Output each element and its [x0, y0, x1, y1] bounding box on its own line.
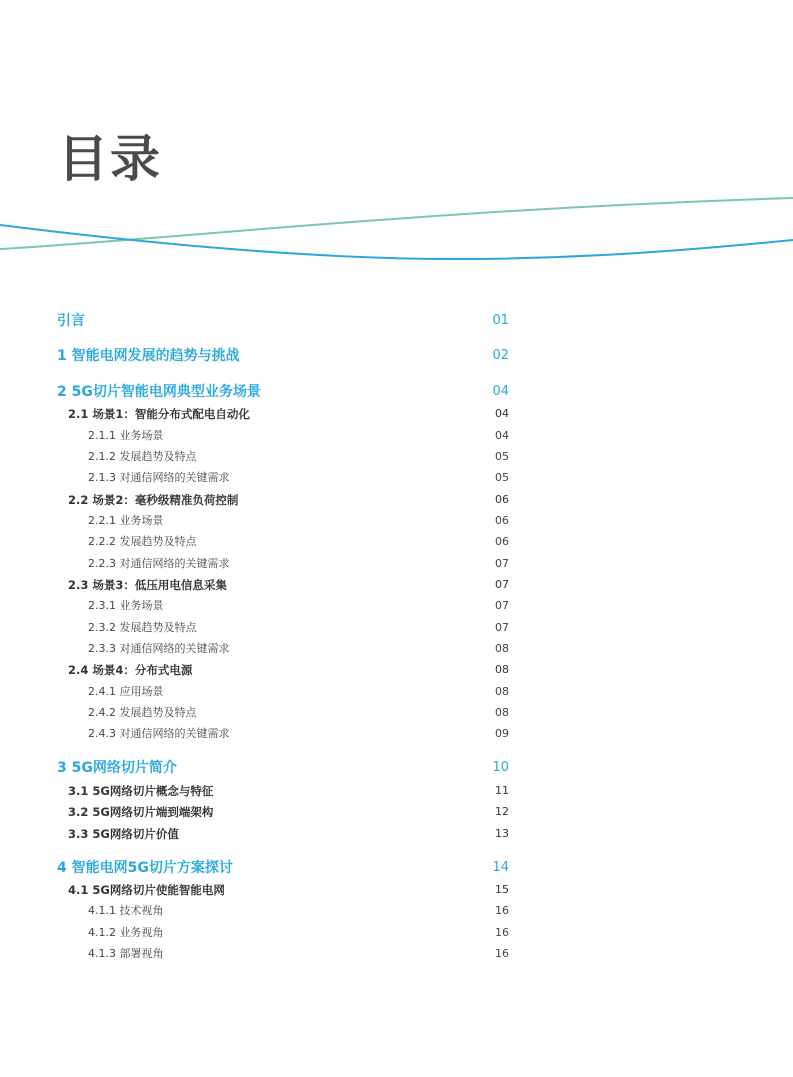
toc-entry[interactable] [0, 943, 793, 965]
toc-entry[interactable] [0, 553, 793, 575]
toc-entry-label: 引言 [57, 313, 85, 329]
toc-entry[interactable] [0, 659, 793, 681]
toc-entry[interactable] [0, 638, 793, 660]
toc-entry[interactable] [0, 310, 793, 332]
toc-entry-page-number: 16 [495, 926, 509, 939]
toc-entry-label: 2.1.2 发展趋势及特点 [88, 450, 197, 463]
toc-entry[interactable] [0, 381, 793, 403]
toc-entry-page-number: 14 [492, 860, 509, 875]
toc-entry[interactable] [0, 780, 793, 802]
toc-entry-label: 3 5G网络切片简介 [57, 760, 177, 776]
toc-entry[interactable] [0, 425, 793, 447]
toc-entry-page-number: 15 [495, 883, 509, 896]
toc-entry[interactable] [0, 823, 793, 845]
toc-entry[interactable] [0, 757, 793, 779]
toc-entry[interactable] [0, 403, 793, 425]
toc-entry[interactable] [0, 900, 793, 922]
toc-entry-label: 2.4 场景4：分布式电源 [68, 663, 193, 677]
toc-entry-page-number: 08 [495, 706, 509, 719]
toc-entry-label: 2.2 场景2：毫秒级精准负荷控制 [68, 493, 239, 507]
toc-entry-page-number: 16 [495, 904, 509, 917]
toc-entry-label: 4.1.1 技术视角 [88, 904, 164, 917]
toc-entry-page-number: 02 [492, 348, 509, 363]
toc-entry-page-number: 08 [495, 685, 509, 698]
toc-entry[interactable] [0, 446, 793, 468]
toc-entry[interactable] [0, 857, 793, 879]
toc-entry-label: 2.1 场景1：智能分布式配电自动化 [68, 407, 250, 421]
toc-entry-page-number: 08 [495, 642, 509, 655]
toc-entry-label: 2.1.1 业务场景 [88, 429, 164, 442]
toc-entry-page-number: 07 [495, 557, 509, 570]
toc-entry[interactable] [0, 345, 793, 367]
toc-entry[interactable] [0, 467, 793, 489]
toc-entry-label: 2.4.2 发展趋势及特点 [88, 706, 197, 719]
toc-entry[interactable] [0, 879, 793, 901]
toc-entry-page-number: 04 [495, 407, 509, 420]
toc-entry[interactable] [0, 617, 793, 639]
toc-entry-page-number: 05 [495, 471, 509, 484]
toc-entry-page-number: 07 [495, 621, 509, 634]
toc-entry-label: 4 智能电网5G切片方案探讨 [57, 860, 233, 876]
toc-entry[interactable] [0, 595, 793, 617]
toc-entry-page-number: 10 [492, 760, 509, 775]
toc-entry-page-number: 13 [495, 827, 509, 840]
toc-entry-label: 2.3.3 对通信网络的关键需求 [88, 642, 230, 655]
toc-entry-label: 4.1.3 部署视角 [88, 947, 164, 960]
toc-entry-page-number: 16 [495, 947, 509, 960]
toc-entry-label: 2.2.3 对通信网络的关键需求 [88, 557, 230, 570]
toc-entry-label: 2.3.2 发展趋势及特点 [88, 621, 197, 634]
toc-entry-label: 3.2 5G网络切片端到端架构 [68, 805, 214, 819]
toc-entry-page-number: 06 [495, 493, 509, 506]
toc-entry-label: 2.3.1 业务场景 [88, 599, 164, 612]
toc-entry[interactable] [0, 702, 793, 724]
toc-entry-label: 2.2.1 业务场景 [88, 514, 164, 527]
toc-entry-label: 2.4.1 应用场景 [88, 685, 164, 698]
toc-entry-page-number: 09 [495, 727, 509, 740]
toc-entry-page-number: 01 [492, 313, 509, 328]
toc-entry[interactable] [0, 510, 793, 532]
toc-entry[interactable] [0, 723, 793, 745]
toc-entry-label: 2.2.2 发展趋势及特点 [88, 535, 197, 548]
toc-entry-page-number: 07 [495, 578, 509, 591]
toc-entry-page-number: 11 [495, 784, 509, 797]
toc-entry[interactable] [0, 489, 793, 511]
toc-entry-page-number: 04 [492, 384, 509, 399]
toc-entry[interactable] [0, 922, 793, 944]
toc-entry-label: 1 智能电网发展的趋势与挑战 [57, 348, 240, 364]
toc-entry[interactable] [0, 681, 793, 703]
toc-entry-page-number: 06 [495, 535, 509, 548]
toc-entry-label: 2.3 场景3：低压用电信息采集 [68, 578, 227, 592]
toc-entry-label: 2 5G切片智能电网典型业务场景 [57, 384, 261, 400]
toc-entry-label: 2.1.3 对通信网络的关键需求 [88, 471, 230, 484]
toc-entry[interactable] [0, 574, 793, 596]
toc-entry-page-number: 07 [495, 599, 509, 612]
toc-entry-page-number: 05 [495, 450, 509, 463]
toc-entry-label: 4.1.2 业务视角 [88, 926, 164, 939]
toc-entry-label: 4.1 5G网络切片使能智能电网 [68, 883, 225, 897]
toc-entry-label: 2.4.3 对通信网络的关键需求 [88, 727, 230, 740]
page-title: 目录 [58, 130, 162, 188]
toc-entry-page-number: 12 [495, 805, 509, 818]
toc-entry-label: 3.1 5G网络切片概念与特征 [68, 784, 214, 798]
toc-entry-page-number: 06 [495, 514, 509, 527]
toc-entry[interactable] [0, 531, 793, 553]
toc-entry-page-number: 04 [495, 429, 509, 442]
toc-entry-label: 3.3 5G网络切片价值 [68, 827, 179, 841]
toc-entry-page-number: 08 [495, 663, 509, 676]
toc-entry[interactable] [0, 801, 793, 823]
